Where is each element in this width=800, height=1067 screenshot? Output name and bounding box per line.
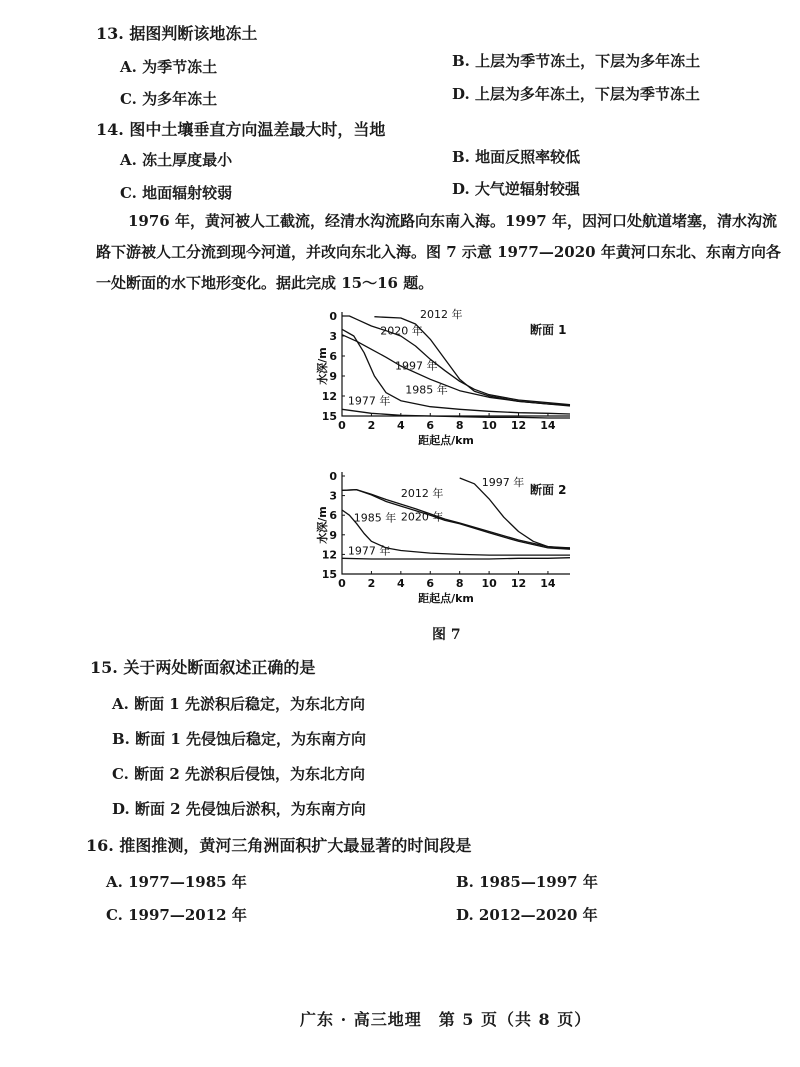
q13-option-d[interactable]: D. 上层为多年冻土，下层为季节冻土 — [452, 85, 700, 103]
q16-option-a[interactable]: A. 1977—1985 年 — [106, 873, 247, 891]
q16-option-b[interactable]: B. 1985—1997 年 — [456, 873, 598, 891]
figure-7-section-1-chart — [312, 308, 584, 458]
q13-option-c[interactable]: C. 为多年冻土 — [120, 90, 218, 108]
y-axis-label: 水深/m — [316, 347, 329, 385]
q15-option-a[interactable]: A. 断面 1 先淤积后稳定，为东北方向 — [112, 695, 365, 713]
y-tick-label: 0 — [329, 310, 337, 323]
x-tick-label: 8 — [455, 577, 464, 590]
x-tick-label: 14 — [540, 419, 556, 432]
x-axis-label: 距起点/km — [418, 434, 474, 447]
x-tick-label: 2 — [367, 419, 376, 432]
passage-line-2: 路下游被人工分流到现今河道，并改向东北入海。图 7 示意 1977—2020 年黄河口东北、东南方向各 — [96, 243, 781, 261]
passage-line-1: 1976 年，黄河被人工截流，经清水沟流路向东南入海。1997 年，因河口处航道堵塞，清水沟流 — [128, 212, 777, 230]
q14-option-d[interactable]: D. 大气逆辐射较强 — [452, 180, 580, 198]
passage-line-3: 一处断面的水下地形变化。据此完成 15～16 题。 — [96, 274, 434, 292]
y-tick-label: 15 — [321, 568, 337, 581]
y-tick-label: 3 — [329, 489, 337, 503]
y-tick-label: 12 — [321, 548, 337, 562]
series-label: 2020 年 — [380, 324, 423, 338]
q13-option-b[interactable]: B. 上层为季节冻土，下层为多年冻土 — [452, 52, 701, 70]
y-axis-label: 水深/m — [316, 506, 329, 544]
series-label: 1985 年 — [353, 511, 397, 525]
q13-option-a[interactable]: A. 为季节冻土 — [120, 58, 218, 76]
y-tick-label: 6 — [329, 350, 337, 363]
x-tick-label: 4 — [397, 577, 405, 590]
series-label: 1985 年 — [405, 383, 448, 397]
x-tick-label: 10 — [481, 419, 497, 432]
x-tick-label: 0 — [338, 577, 346, 590]
q15-option-b[interactable]: B. 断面 1 先侵蚀后稳定，为东南方向 — [112, 730, 367, 748]
y-tick-label: 0 — [329, 470, 337, 483]
x-tick-label: 6 — [426, 577, 435, 590]
series-label: 2012 年 — [400, 486, 444, 500]
x-tick-label: 0 — [338, 419, 346, 432]
y-tick-label: 15 — [321, 410, 337, 423]
series-line-1977 — [342, 558, 570, 559]
chart-title: 断面 2 — [530, 483, 567, 497]
y-tick-label: 12 — [321, 390, 337, 403]
series-label: 1977 年 — [347, 544, 391, 558]
x-tick-label: 6 — [426, 419, 435, 432]
q13-stem: 13. 据图判断该地冻土 — [96, 24, 258, 43]
figure-7-section-2-chart — [312, 466, 584, 614]
series-label: 2020 年 — [400, 510, 444, 524]
q16-stem: 16. 推图推测，黄河三角洲面积扩大最显著的时间段是 — [86, 836, 472, 855]
x-tick-label: 8 — [455, 419, 464, 432]
q16-option-c[interactable]: C. 1997—2012 年 — [106, 906, 247, 924]
x-tick-label: 14 — [540, 577, 556, 590]
q16-option-d[interactable]: D. 2012—2020 年 — [456, 906, 598, 924]
y-tick-label: 9 — [329, 370, 337, 383]
y-tick-label: 6 — [329, 509, 337, 523]
y-tick-label: 3 — [329, 330, 337, 343]
x-tick-label: 12 — [510, 419, 527, 432]
series-label: 2012 年 — [419, 308, 463, 321]
q15-option-c[interactable]: C. 断面 2 先淤积后侵蚀，为东北方向 — [112, 765, 366, 783]
x-tick-label: 4 — [397, 419, 405, 432]
chart-title: 断面 1 — [530, 323, 567, 337]
x-tick-label: 2 — [367, 577, 376, 590]
series-label: 1977 年 — [347, 394, 391, 408]
series-label: 1997 年 — [394, 359, 438, 373]
q14-stem: 14. 图中土壤垂直方向温差最大时，当地 — [96, 120, 386, 139]
q14-option-c[interactable]: C. 地面辐射较弱 — [120, 184, 233, 202]
figure-caption: 图 7 — [432, 627, 461, 643]
q14-option-b[interactable]: B. 地面反照率较低 — [452, 148, 581, 166]
passage — [96, 206, 796, 299]
q15-option-d[interactable]: D. 断面 2 先侵蚀后淤积，为东南方向 — [112, 800, 366, 818]
y-tick-label: 9 — [329, 528, 337, 542]
q14-option-a[interactable]: A. 冻土厚度最小 — [120, 151, 233, 169]
x-tick-label: 10 — [481, 577, 497, 590]
q15-stem: 15. 关于两处断面叙述正确的是 — [90, 658, 316, 677]
x-tick-label: 12 — [510, 577, 527, 590]
x-axis-label: 距起点/km — [418, 592, 474, 605]
page-footer: 广东 · 高三地理 第 5 页（共 8 页） — [300, 1010, 592, 1029]
series-label: 1997 年 — [481, 475, 525, 489]
